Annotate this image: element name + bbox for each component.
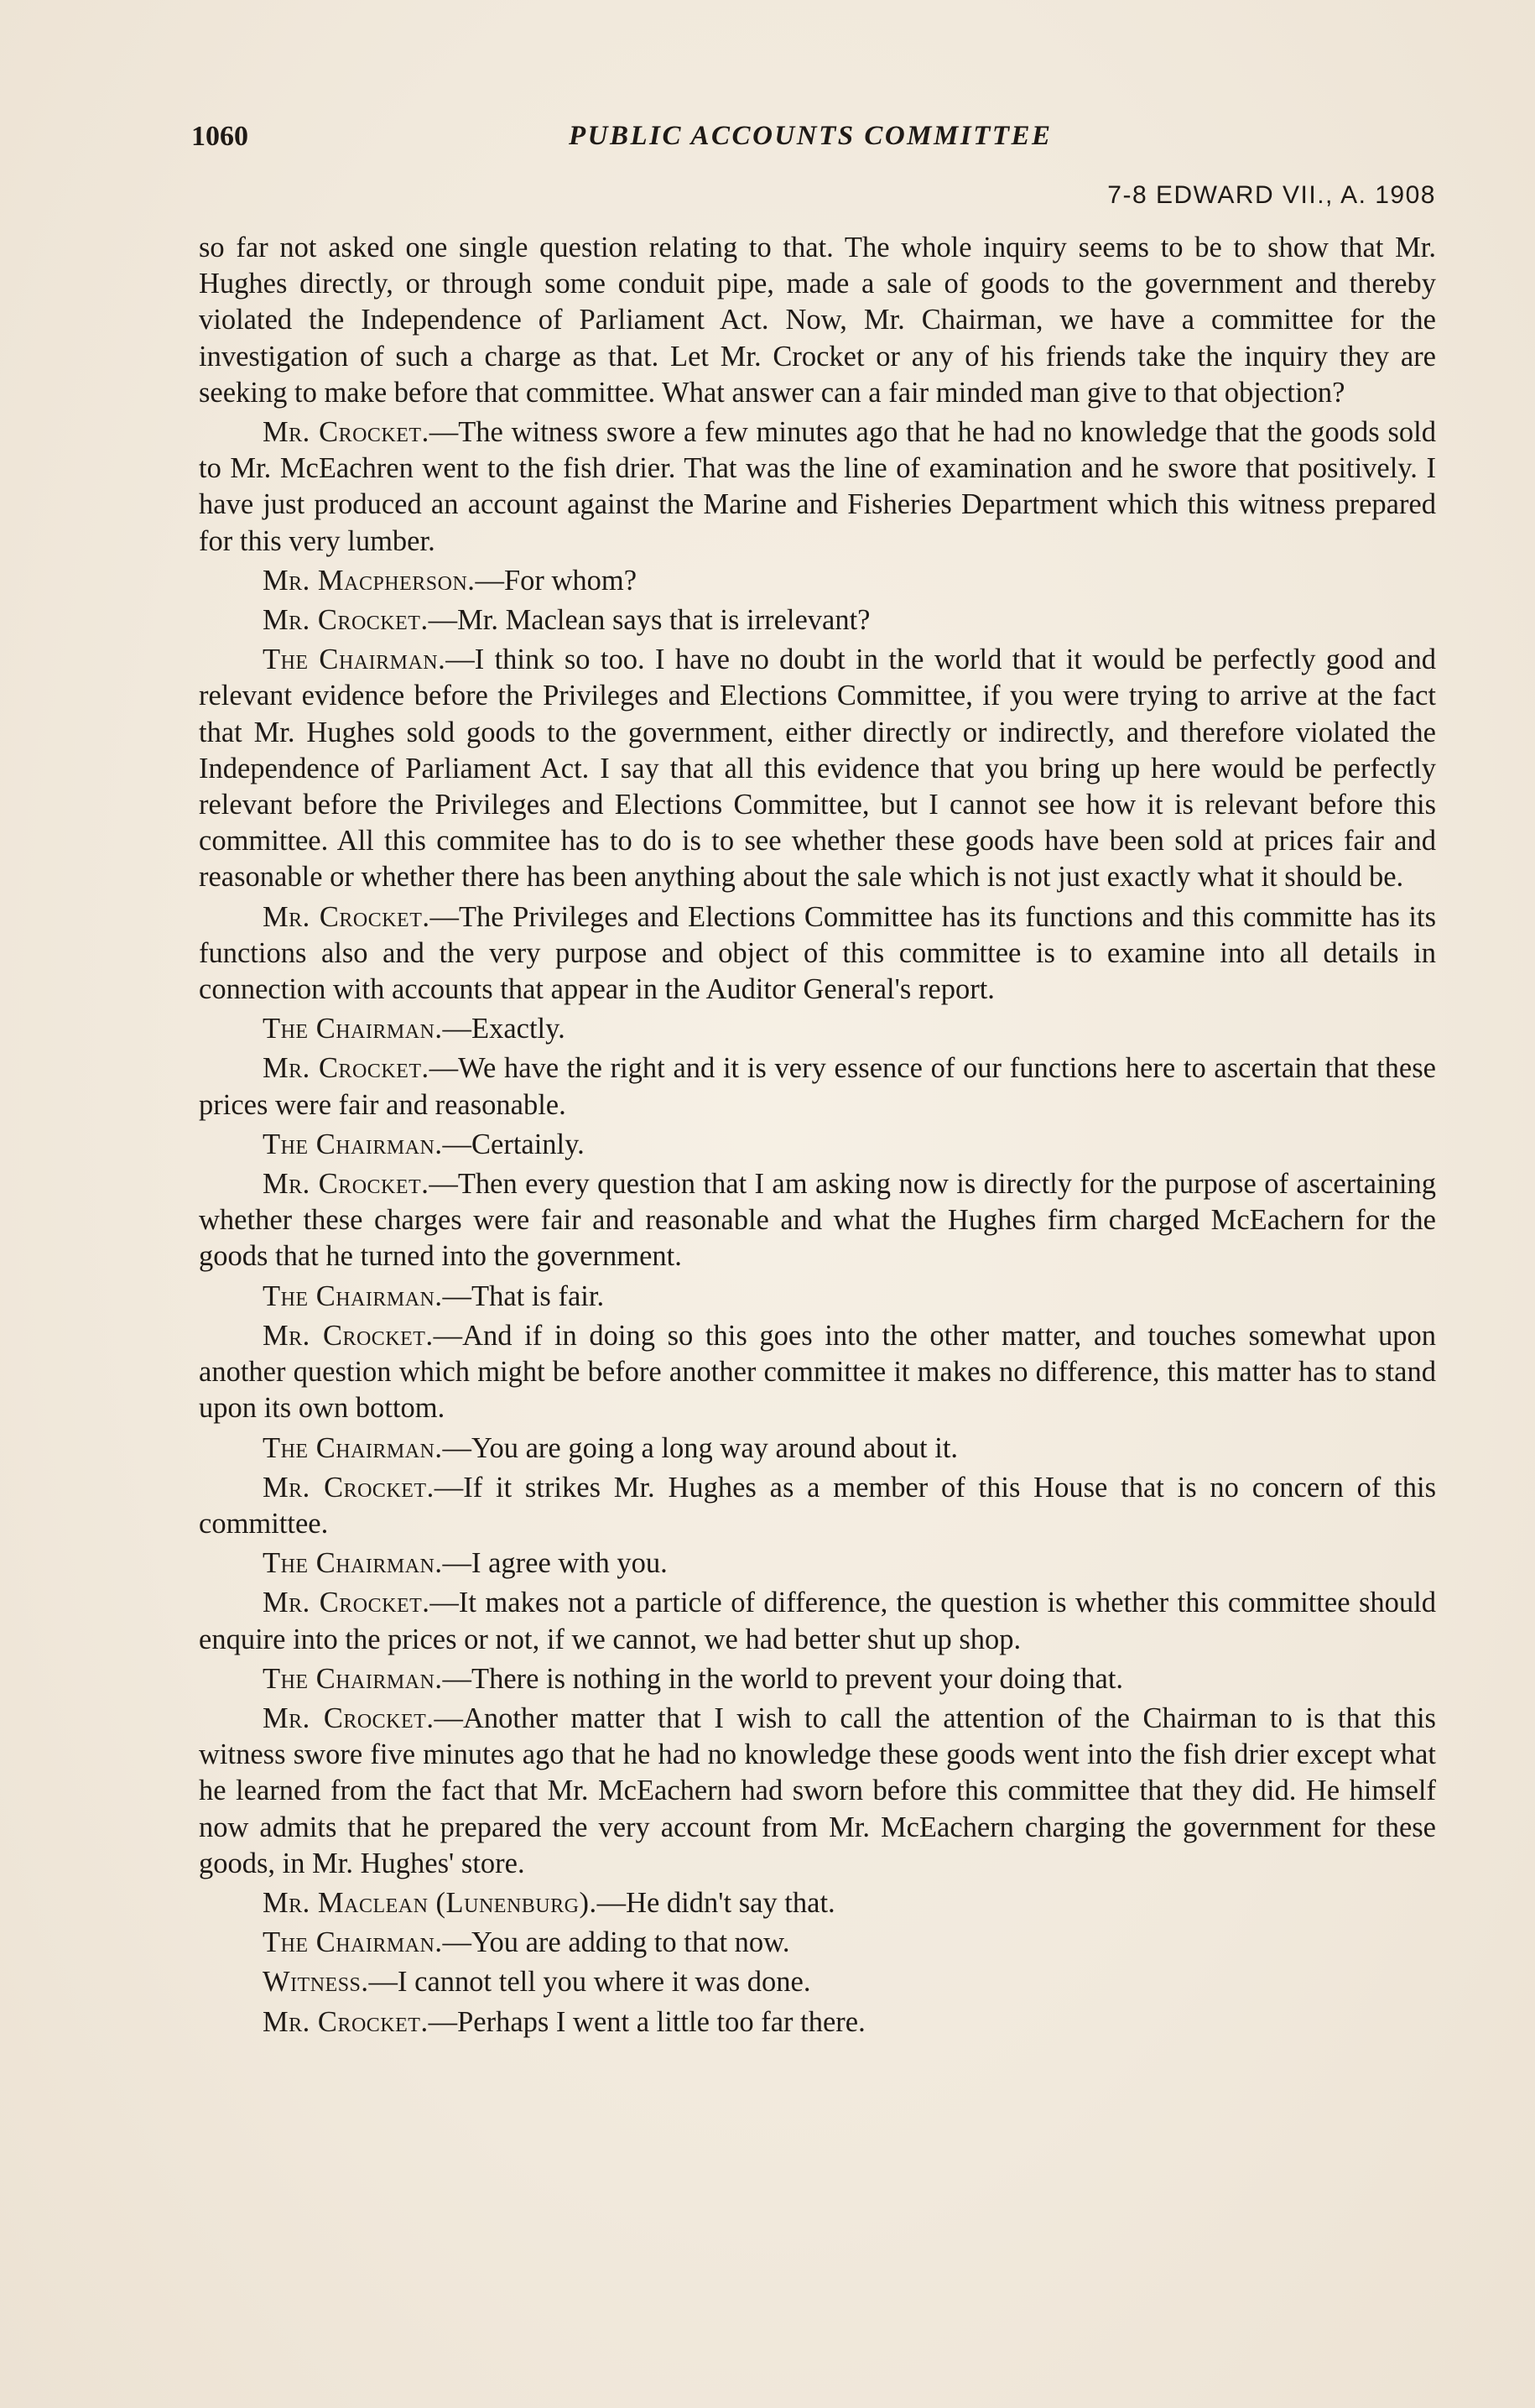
page-number: 1060: [191, 121, 248, 152]
speaker-name: Mr. Crocket.: [263, 1319, 434, 1352]
paragraph: [199, 1885, 1436, 1921]
regnal-year: 7-8 EDWARD VII., A. 1908: [1107, 181, 1436, 209]
speaker-name: Mr. Macpherson.: [263, 564, 476, 597]
speaker-name: The Chairman.: [263, 1926, 443, 1959]
speaker-name: Mr. Crocket.: [263, 604, 429, 637]
paragraph: [199, 414, 1436, 560]
paragraph: [199, 230, 1436, 411]
paragraph: [199, 1050, 1436, 1123]
paragraph: [199, 1661, 1436, 1697]
paragraph-text: —The Privileges and Elections Committee has its functions and this committe has its functions also and the very purpose and object of this committee is to examine into all details in connection with accounts that appear in the Auditor General's report.: [199, 900, 1437, 1006]
paragraph-text: so far not asked one single question relating to that. The whole inquiry seems to be to show that Mr. Hughes directly, or through some conduit pipe, made a sale of goods to the government and thereby violated the Independence of Parliament Act. Now, Mr. Chairman, we have a committee for the investigation of such a charge as that. Let Mr. Crocket or any of his friends take the inquiry they are seeking to make before that committee. What answer can a fair minded man give to that objection?: [199, 232, 1436, 409]
paragraph: [199, 642, 1436, 895]
speaker-name: The Chairman.: [263, 1547, 443, 1580]
running-title: PUBLIC ACCOUNTS COMMITTEE: [569, 121, 1053, 151]
paragraph: [199, 1470, 1436, 1542]
paragraph: [199, 1318, 1436, 1427]
paragraph: [199, 602, 1436, 638]
paragraph-text: —He didn't say that.: [596, 1886, 835, 1919]
paragraph-text: —If it strikes Mr. Hughes as a member of this House that is no concern of this committee.: [199, 1471, 1437, 1540]
paragraph-text: —Exactly.: [442, 1013, 565, 1045]
paragraph-text: —You are going a long way around about it.: [442, 1431, 959, 1464]
paragraph-text: —Another matter that I wish to call the attention of the Chairman to is that this witness swore five minutes ago that he had no knowledge these goods went into the fish drier except what he learned from the fact that Mr. McEachern had sworn before this committee that they did. He himself now admits that he prepared the very account from Mr. McEachern charging the government for these goods, in Mr. Hughes' store.: [199, 1702, 1436, 1879]
paragraph: [199, 1011, 1436, 1047]
paragraph: [199, 2004, 1436, 2041]
paragraph-text: —We have the right and it is very essence of our functions here to ascertain that these prices were fair and reasonable.: [199, 1052, 1436, 1121]
paragraph-text: —I agree with you.: [442, 1547, 668, 1580]
paragraph-text: —There is nothing in the world to prevent your doing that.: [442, 1662, 1124, 1695]
speaker-name: Mr. Crocket.: [263, 1168, 429, 1201]
page-header: [191, 121, 1441, 158]
speaker-name: Witness.: [263, 1966, 369, 1999]
paragraph: [199, 1545, 1436, 1582]
speaker-name: Mr. Crocket.: [263, 1052, 429, 1085]
speaker-name: Mr. Maclean (Lunenburg).: [263, 1886, 597, 1919]
paragraph-text: —Perhaps I went a little too far there.: [428, 2005, 866, 2038]
paragraph-text: —You are adding to that now.: [442, 1926, 790, 1959]
paragraph: [199, 1964, 1436, 2000]
paragraph-text: —For whom?: [475, 564, 637, 597]
paragraph-text: —That is fair.: [442, 1280, 605, 1312]
paragraph-text: —Mr. Maclean says that is irrelevant?: [428, 604, 871, 637]
paragraph-text: —I cannot tell you where it was done.: [368, 1966, 811, 1999]
paragraph: [199, 899, 1436, 1009]
paragraph-text: —Certainly.: [442, 1128, 585, 1160]
paragraph-text: —It makes not a particle of difference, the question is whether this committee should enquire into the prices or not, if we cannot, we had better shut up shop.: [199, 1587, 1436, 1655]
speaker-name: Mr. Crocket.: [263, 900, 430, 933]
speaker-name: Mr. Crocket.: [263, 1587, 430, 1619]
paragraph-text: —Then every question that I am asking now is directly for the purpose of ascertaining whether these charges were fair and reasonable and what the Hughes firm charged McEachern for the goods that he turned into the government.: [199, 1168, 1436, 1273]
paragraph: [199, 563, 1436, 599]
speaker-name: The Chairman.: [263, 1431, 443, 1464]
speaker-name: The Chairman.: [263, 1013, 443, 1045]
speaker-name: The Chairman.: [263, 1280, 443, 1312]
speaker-name: Mr. Crocket.: [263, 1702, 434, 1734]
paragraph-text: —I think so too. I have no doubt in the world that it would be perfectly good and relevant evidence before the Privileges and Elections Committee, if you were trying to arrive at the fact that Mr. Hughes sold goods to the government, either directly or indirectly, and therefore violated the Independence of Parliament Act. I say that all this evidence that you bring up here would be perfectly relevant before the Privileges and Elections Committee, but I cannot see how it is relevant before this committee. All this commitee has to do is to see whether these goods have been sold at prices fair and reasonable or whether there has been anything about the sale which is not just exactly what it should be.: [199, 644, 1436, 894]
paragraph: [199, 1431, 1436, 1467]
speaker-name: Mr. Crocket.: [263, 1471, 434, 1504]
paragraph: [199, 1279, 1436, 1315]
speaker-name: The Chairman.: [263, 1128, 443, 1160]
paragraph-text: —The witness swore a few minutes ago that he had no knowledge that the goods sold to Mr. McEachren went to the fish drier. That was the line of examination and he swore that positively. I have just produced an account against the Marine and Fisheries Department which this witness prepared for this very lumber.: [199, 416, 1436, 557]
paragraph: [199, 1925, 1436, 1961]
speaker-name: Mr. Crocket.: [263, 2005, 429, 2038]
paragraph: [199, 1701, 1436, 1882]
speaker-name: Mr. Crocket.: [263, 416, 429, 449]
body-text: [199, 230, 1436, 2044]
paragraph: [199, 1166, 1436, 1275]
speaker-name: The Chairman.: [263, 644, 446, 676]
paragraph: [199, 1127, 1436, 1163]
paragraph-text: —And if in doing so this goes into the other matter, and touches somewhat upon another question which might be before another committee it makes no difference, this matter has to stand upon its own bottom.: [199, 1319, 1436, 1425]
speaker-name: The Chairman.: [263, 1662, 443, 1695]
paragraph: [199, 1585, 1436, 1657]
